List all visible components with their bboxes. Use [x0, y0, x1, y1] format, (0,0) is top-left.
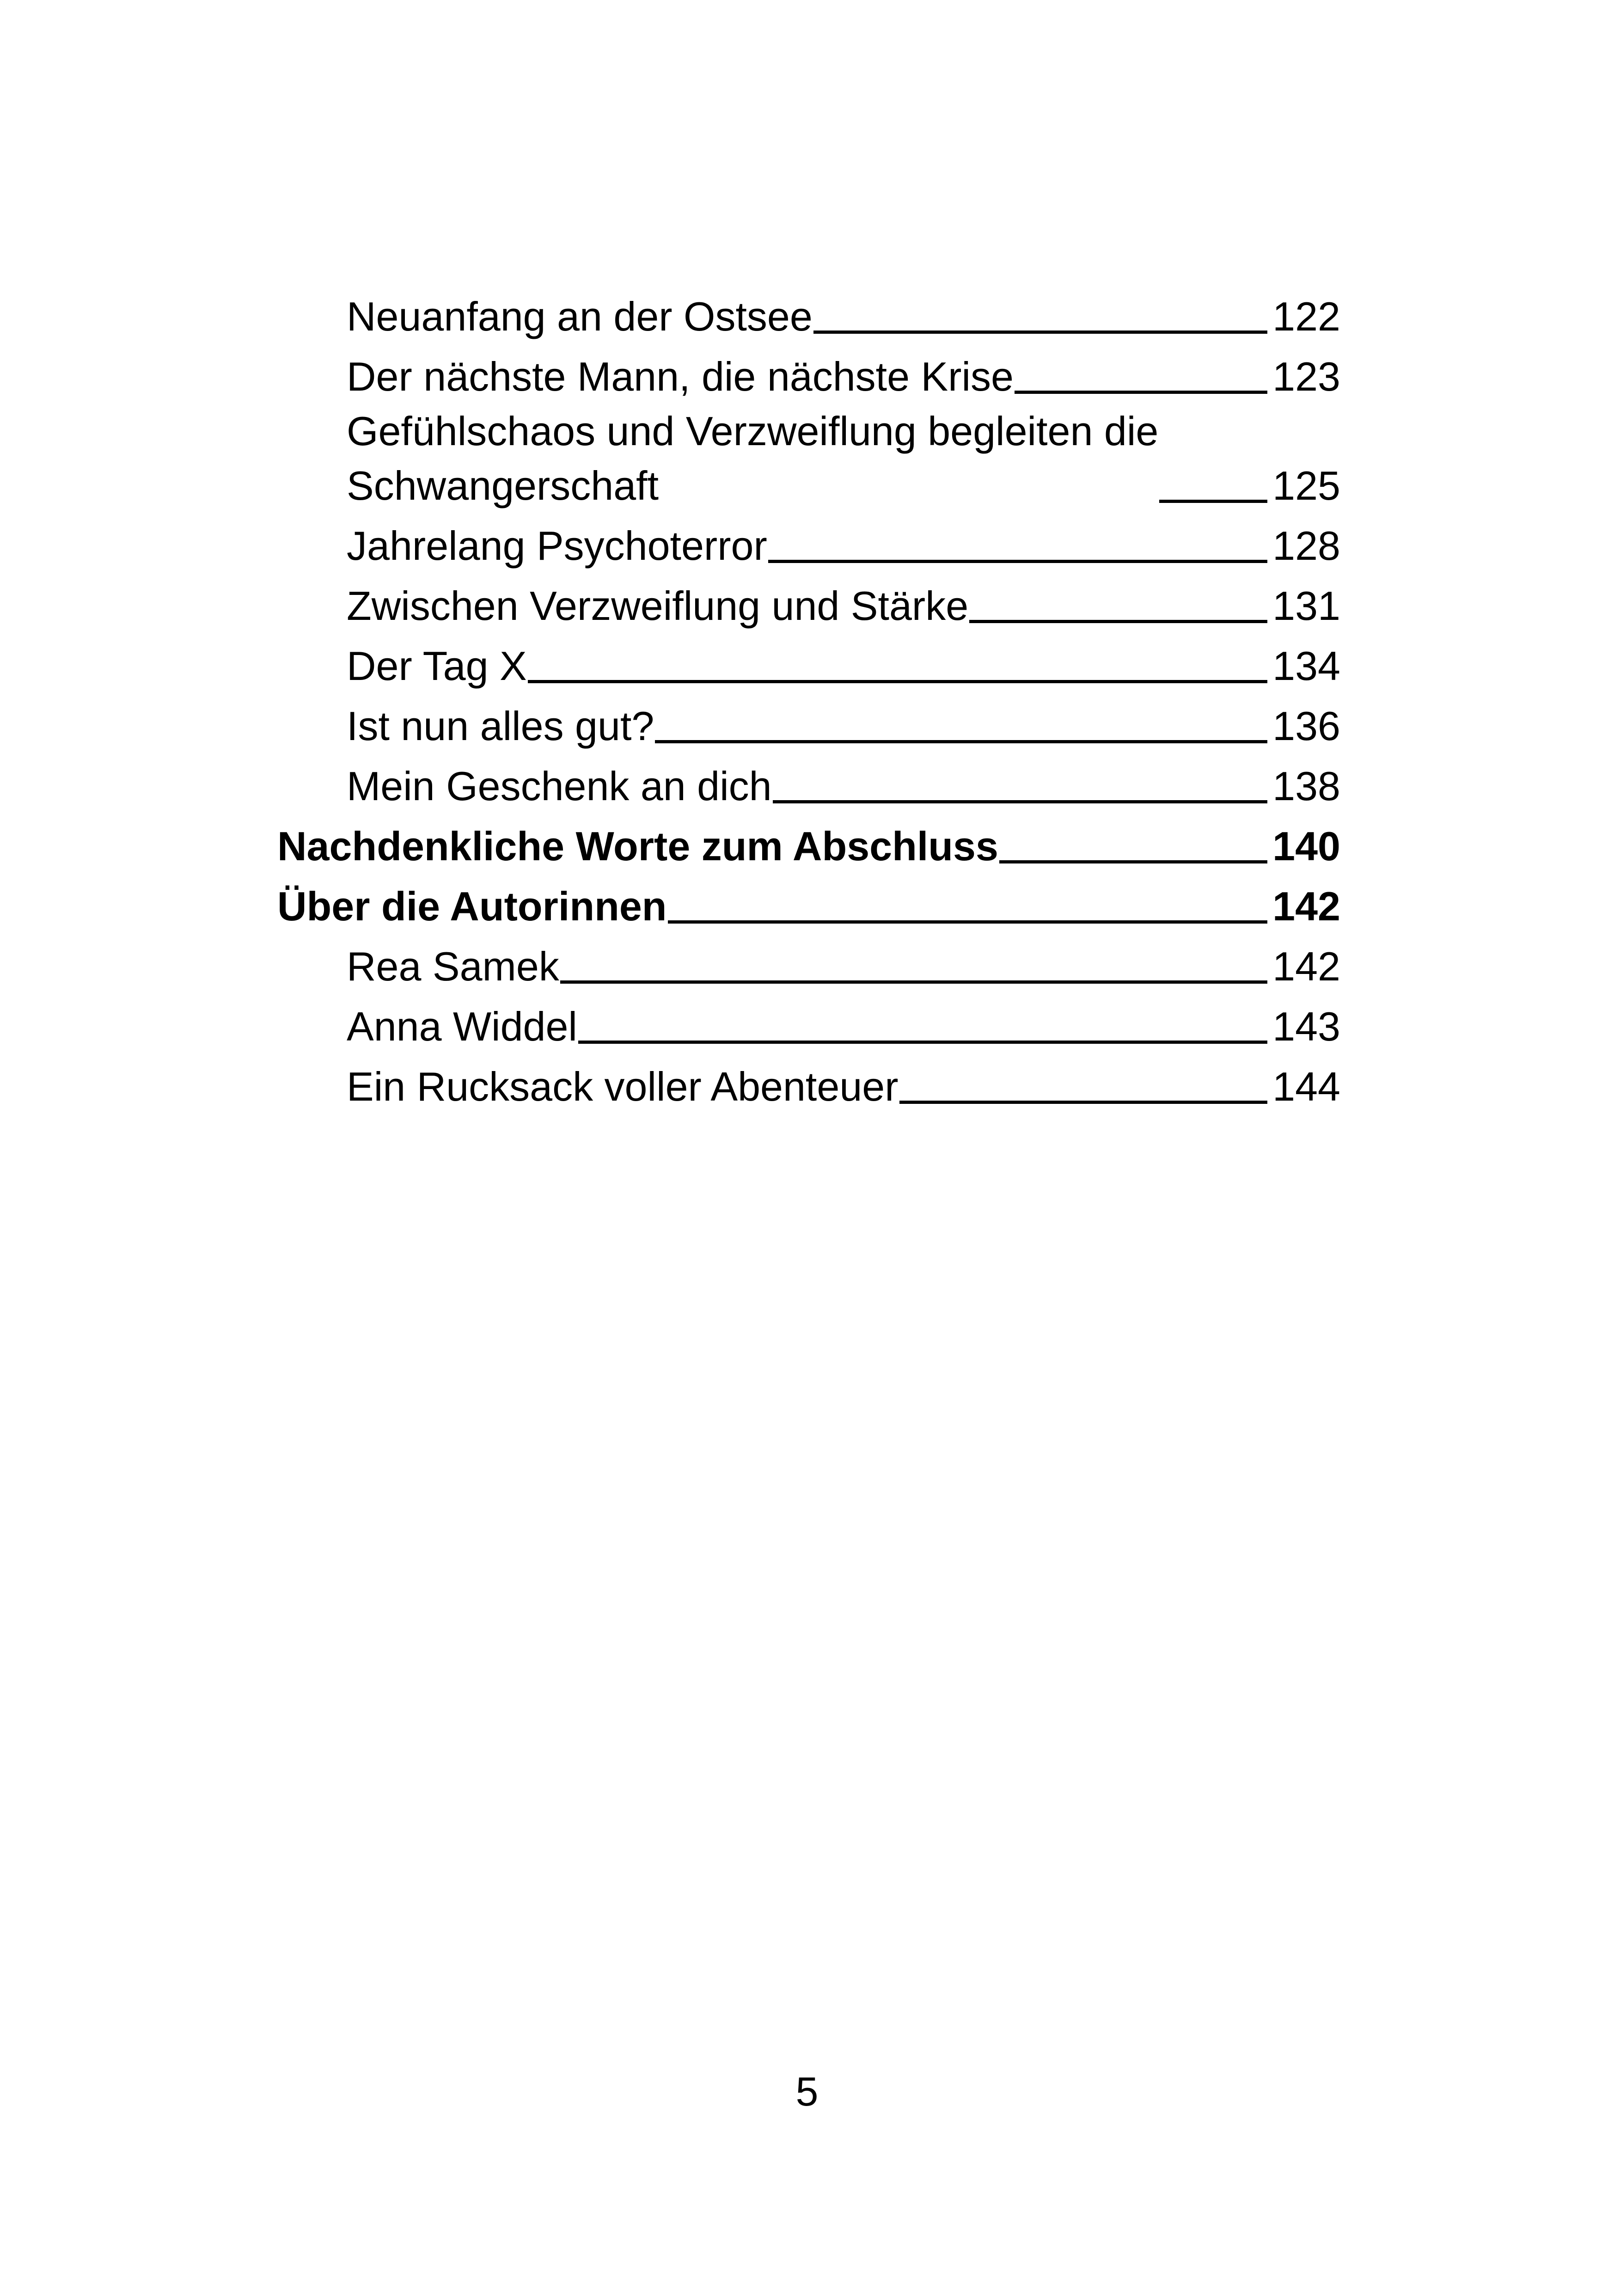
toc-entry-page: 144 [1272, 1064, 1340, 1109]
toc-leader-line [578, 1041, 1267, 1044]
toc-entry-title: Der nächste Mann, die nächste Krise [347, 354, 1014, 399]
toc-entry [277, 1057, 1340, 1117]
toc-entry [277, 696, 1340, 756]
toc-leader-line [899, 1101, 1268, 1104]
table-of-contents [277, 287, 1340, 1117]
toc-entry-title: Anna Widdel [347, 1004, 577, 1049]
toc-entry [277, 347, 1340, 407]
toc-entry-page: 138 [1272, 763, 1340, 809]
toc-leader-line [813, 331, 1267, 334]
toc-entry-title: Schwangerschaft [347, 463, 659, 508]
toc-entry-page: 142 [1272, 943, 1340, 989]
toc-leader-line [768, 560, 1267, 563]
toc-entry [277, 937, 1340, 997]
toc-entry-title: Rea Samek [347, 943, 559, 989]
toc-entry-title: Jahrelang Psychoterror [347, 523, 767, 569]
toc-entry [277, 756, 1340, 816]
toc-entry-title: Ist nun alles gut? [347, 703, 654, 749]
toc-leader-line [1159, 500, 1267, 503]
toc-leader-line [560, 980, 1267, 984]
page-number: 5 [795, 2069, 819, 2114]
toc-entry-page: 142 [1272, 883, 1340, 929]
toc-leader-line [773, 800, 1267, 803]
toc-entry-page: 136 [1272, 703, 1340, 749]
toc-entry [277, 636, 1340, 696]
toc-entry-title: Ein Rucksack voller Abenteuer [347, 1064, 899, 1109]
toc-entry-page: 131 [1272, 583, 1340, 629]
toc-entry-title: Der Tag X [347, 643, 527, 689]
toc-entry-title: Mein Geschenk an dich [347, 763, 772, 809]
toc-entry [277, 407, 1340, 516]
toc-entry-title-line1: Gefühlschaos und Verzweiflung begleiten die [347, 408, 1159, 454]
toc-leader-line [1015, 391, 1267, 394]
toc-entry-title: Neuanfang an der Ostsee [347, 294, 813, 339]
toc-leader-line [668, 920, 1267, 924]
toc-entry [277, 576, 1340, 636]
toc-entry-page: 143 [1272, 1004, 1340, 1049]
toc-entry-title: Zwischen Verzweiflung und Stärke [347, 583, 969, 629]
toc-leader-line [999, 860, 1267, 863]
toc-entry-title-block [347, 407, 1158, 516]
toc-entry-title: Über die Autorinnen [277, 883, 667, 929]
toc-entry-page: 125 [1272, 463, 1340, 508]
toc-entry-title: Nachdenkliche Worte zum Abschluss [277, 823, 998, 869]
toc-entry-page: 140 [1272, 823, 1340, 869]
toc-entry [277, 997, 1340, 1057]
toc-chapter-entry [277, 816, 1340, 876]
toc-entry [277, 516, 1340, 576]
toc-entry [277, 287, 1340, 347]
toc-entry-page: 134 [1272, 643, 1340, 689]
toc-chapter-entry [277, 876, 1340, 937]
toc-entry-page: 122 [1272, 294, 1340, 339]
toc-entry-page: 128 [1272, 523, 1340, 569]
toc-leader-line [528, 680, 1267, 683]
toc-entry-page: 123 [1272, 354, 1340, 399]
toc-leader-line [969, 620, 1267, 623]
toc-leader-line [655, 740, 1267, 743]
